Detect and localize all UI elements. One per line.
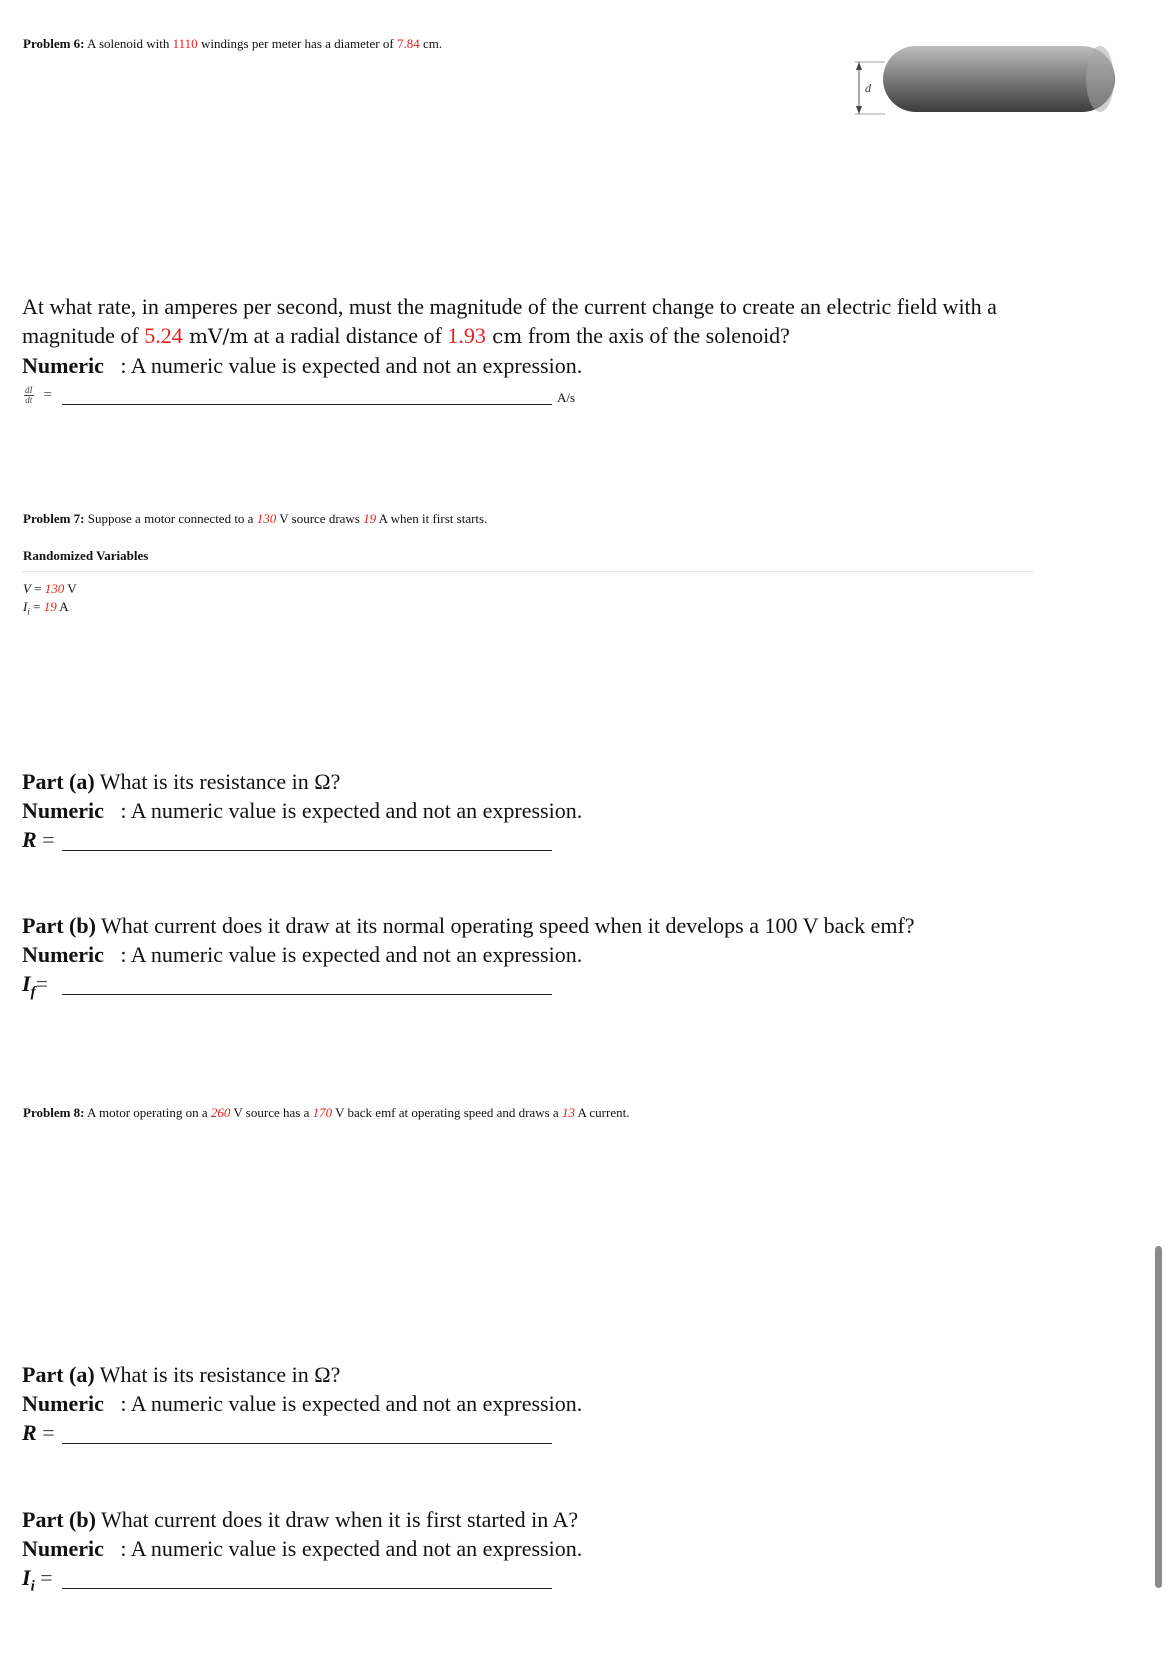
p6-diameter: 7.84: [396, 36, 420, 51]
p8-text-1: A motor operating on a: [87, 1105, 211, 1120]
part-b-label: Part (b): [22, 1507, 96, 1532]
p6-q2-text-e: from the axis of the solenoid?: [522, 323, 790, 348]
p7-part-a-numeric: [22, 796, 1022, 825]
p8-text-2: V source has a: [230, 1105, 313, 1120]
p8-part-a-answer-field[interactable]: [62, 1443, 552, 1444]
p8-part-b-answer-field[interactable]: [62, 1588, 552, 1589]
p6-field-value: 5.24: [144, 323, 183, 348]
numeric-label: Numeric: [22, 942, 104, 967]
p8-voltage: 260: [210, 1105, 231, 1120]
p7-part-b-numeric: [22, 940, 1122, 969]
numeric-label: Numeric: [22, 1536, 104, 1561]
solenoid-figure: [855, 40, 1125, 120]
randomized-variable-i: [23, 599, 69, 617]
equals-sign: =: [35, 971, 48, 996]
part-b-label: Part (b): [22, 913, 96, 938]
p8-part-b-question: [22, 1505, 1022, 1534]
p8-text-4: A current.: [574, 1105, 630, 1120]
p6-numeric-hint: [22, 351, 1102, 380]
numeric-hint-text: : A numeric value is expected and not an expression.: [120, 353, 583, 378]
part-a-text: What is its resistance in Ω?: [94, 1362, 341, 1387]
rv-i-eq: =: [29, 599, 44, 614]
rv-v-eq: =: [30, 581, 45, 596]
p8-part-b-numeric: [22, 1534, 1022, 1563]
rv-i-unit: A: [56, 599, 69, 614]
p6-q2-text-a: magnitude of: [22, 323, 145, 348]
numeric-label: Numeric: [22, 353, 104, 378]
p6-answer-unit: A/s: [557, 390, 576, 405]
numeric-hint-text: : A numeric value is expected and not an expression.: [120, 1391, 583, 1416]
p7-part-a-question: [22, 767, 1022, 796]
randomized-variables-divider: [22, 571, 1033, 572]
p8-text-3: V back emf at operating speed and draws a: [332, 1105, 562, 1120]
p7-part-b-answer-label: [22, 969, 1122, 1007]
p6-question-line-2: [22, 321, 1102, 351]
part-a-text: What is its resistance in Ω?: [94, 769, 341, 794]
p6-distance-value: 1.93: [447, 323, 486, 348]
p6-answer-field[interactable]: [62, 404, 552, 405]
equals-sign: =: [36, 827, 55, 852]
problem-7-statement: [23, 511, 487, 527]
problem-6-statement: [23, 36, 442, 52]
p8-part-a-numeric: [22, 1389, 1022, 1418]
p6-q2-text-c: at a radial distance of: [248, 323, 448, 348]
p6-text-1: A solenoid with: [87, 36, 173, 51]
p7-text-2: V source draws: [276, 511, 364, 526]
p6-field-unit: mV/m: [182, 324, 249, 348]
p7-text-3: A when it first starts.: [376, 511, 488, 526]
variable-subscript-i: i: [30, 1578, 35, 1595]
p8-part-a: [22, 1360, 1022, 1447]
p7-text-1: Suppose a motor connected to a: [87, 511, 257, 526]
rv-i-subscript: i: [27, 606, 30, 617]
p8-part-b-answer-label: [22, 1563, 1022, 1601]
problem-8-label: Problem 8:: [23, 1105, 85, 1120]
fraction-denominator: dt: [25, 395, 33, 405]
randomized-variables-header: Randomized Variables: [23, 548, 149, 563]
p6-distance-unit: cm: [485, 324, 523, 348]
p8-part-b: [22, 1505, 1022, 1601]
p7-part-a: [22, 767, 1022, 854]
p7-part-a-answer-field[interactable]: [62, 850, 552, 851]
rv-i-symbol: I: [23, 599, 28, 614]
variable-subscript-f: f: [30, 984, 36, 1001]
derivative-fraction: [24, 386, 34, 405]
part-b-text: What current does it draw at its normal operating speed when it develops a 100 V back emf?: [95, 913, 915, 938]
numeric-hint-text: : A numeric value is expected and not an expression.: [120, 798, 583, 823]
p6-answer-label: [24, 386, 52, 405]
rv-i-value: 19: [43, 599, 57, 614]
problem-8-statement: [23, 1105, 629, 1121]
rv-v-value: 130: [44, 581, 65, 596]
p7-part-b-question: [22, 911, 1122, 940]
solenoid-body: [883, 46, 1115, 112]
variable-i: I: [22, 971, 31, 996]
variable-r: R: [22, 1420, 37, 1445]
p7-part-b: [22, 911, 1122, 1007]
part-a-label: Part (a): [22, 1362, 95, 1387]
rv-v-unit: V: [64, 581, 77, 596]
p6-text-3: cm.: [419, 36, 443, 51]
variable-r: R: [22, 827, 37, 852]
randomized-variable-v: [23, 581, 77, 597]
p7-part-b-answer-field[interactable]: [62, 994, 552, 995]
problem-6-question: [22, 292, 1102, 380]
fraction-numerator: dI: [25, 385, 33, 395]
p8-back-emf: 170: [312, 1105, 333, 1120]
equals-sign: =: [43, 387, 52, 404]
numeric-label: Numeric: [22, 1391, 104, 1416]
p8-part-a-question: [22, 1360, 1022, 1389]
problem-6-label: Problem 6:: [23, 36, 85, 51]
p8-current: 13: [561, 1105, 575, 1120]
p7-voltage: 130: [256, 511, 277, 526]
numeric-hint-text: : A numeric value is expected and not an expression.: [120, 1536, 583, 1561]
numeric-hint-text: : A numeric value is expected and not an expression.: [120, 942, 583, 967]
problem-7-label: Problem 7:: [23, 511, 85, 526]
p6-question-line-1: At what rate, in amperes per second, must the magnitude of the current change to create an electric field with a: [22, 294, 997, 319]
p6-windings: 1110: [172, 36, 198, 51]
part-a-label: Part (a): [22, 769, 95, 794]
variable-i: I: [22, 1565, 31, 1590]
equals-sign: =: [34, 1565, 53, 1590]
numeric-label: Numeric: [22, 798, 104, 823]
p7-current: 19: [363, 511, 377, 526]
diameter-label: d: [865, 81, 871, 95]
p6-text-2: windings per meter has a diameter of: [197, 36, 397, 51]
part-b-text: What current does it draw when it is first started in A?: [95, 1507, 579, 1532]
scrollbar-thumb[interactable]: [1155, 1246, 1162, 1588]
equals-sign: =: [36, 1420, 55, 1445]
rv-v-symbol: V: [23, 581, 31, 596]
